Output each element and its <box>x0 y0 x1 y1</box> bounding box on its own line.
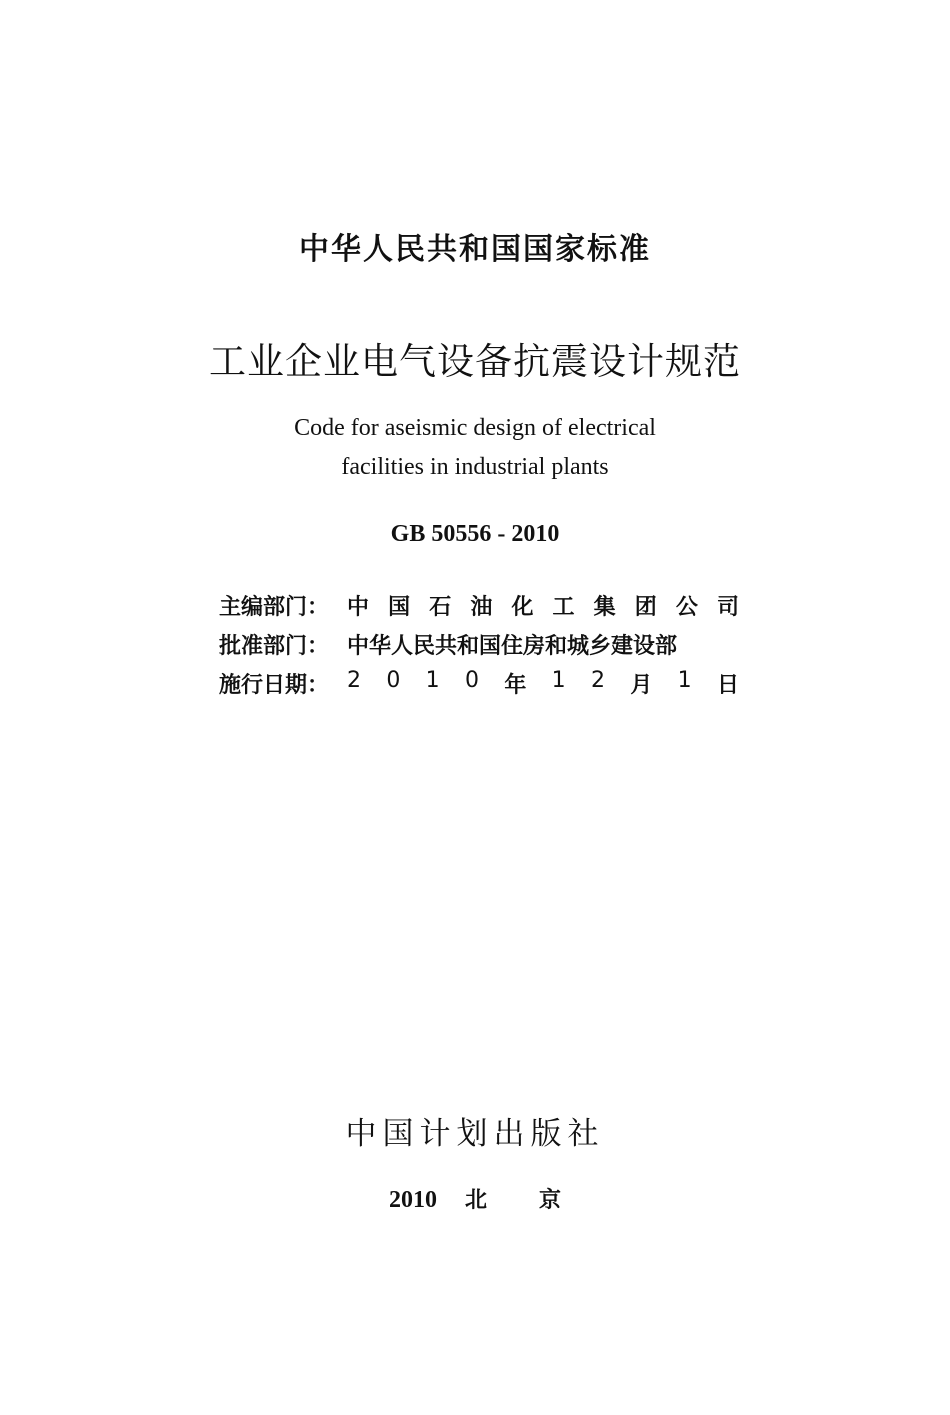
publisher-name: 中国计划出版社 <box>345 1116 605 1152</box>
meta-block <box>219 586 739 703</box>
editor-char: 油 <box>470 594 493 620</box>
editor-label: 主编部门： <box>219 594 330 620</box>
issuer-heading: 中华人民共和国国家标准 <box>299 232 651 267</box>
date-char: 0 <box>464 667 479 693</box>
date-value <box>347 668 739 699</box>
editor-value <box>347 590 739 621</box>
editor-char: 团 <box>634 594 657 620</box>
publication-city-char: 京 <box>539 1188 562 1213</box>
approver-label: 批准部门： <box>219 633 330 659</box>
date-char: 日 <box>716 672 739 698</box>
date-char: 1 <box>425 667 440 693</box>
editor-char: 化 <box>511 594 534 620</box>
date-char: 0 <box>386 667 401 693</box>
date-char: 2 <box>590 667 605 693</box>
approver-value: 中华人民共和国住房和城乡建设部 <box>347 633 678 659</box>
title-english-line-1: Code for aseismic design of electrical <box>294 415 656 441</box>
editor-char: 公 <box>675 594 698 620</box>
date-char: 年 <box>504 672 527 698</box>
publication-city-char: 北 <box>464 1188 487 1213</box>
editor-char: 司 <box>716 594 739 620</box>
editor-char: 中 <box>347 594 370 620</box>
publication-year: 2010 <box>388 1187 437 1213</box>
title-english <box>0 409 950 487</box>
title-english-line-2: facilities in industrial plants <box>341 454 609 480</box>
date-row <box>219 664 739 702</box>
editor-char: 工 <box>552 594 575 620</box>
date-char: 月 <box>630 672 653 698</box>
date-char: 2 <box>347 667 361 693</box>
editor-char: 国 <box>388 594 411 620</box>
date-label: 施行日期： <box>219 672 330 698</box>
date-char: 1 <box>677 667 692 693</box>
publication-place <box>0 1183 950 1214</box>
editor-char: 石 <box>429 594 452 620</box>
date-char: 1 <box>551 667 566 693</box>
editor-char: 集 <box>593 594 616 620</box>
editor-row <box>219 586 739 624</box>
title-chinese: 工业企业电气设备抗震设计规范 <box>209 340 741 383</box>
approver-row <box>219 625 739 663</box>
standard-code: GB 50556 - 2010 <box>390 521 560 547</box>
